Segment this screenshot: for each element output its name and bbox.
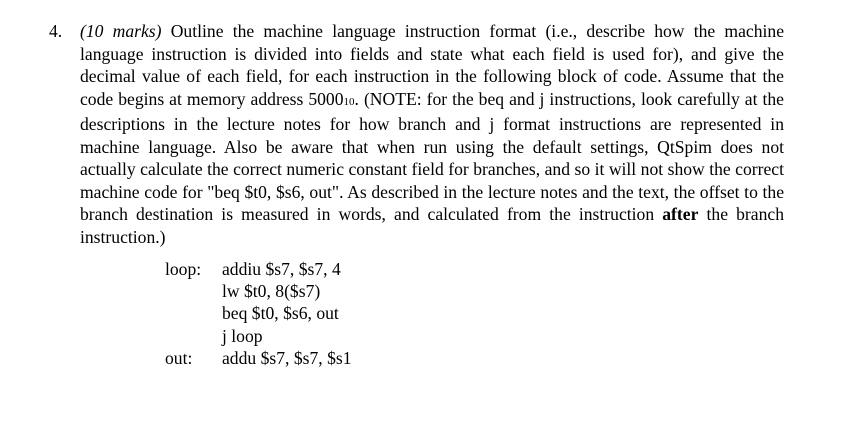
code-line	[165, 280, 352, 302]
code-label	[165, 280, 222, 302]
code-label	[165, 325, 222, 347]
code-label	[165, 302, 222, 324]
code-line	[165, 302, 352, 324]
question-text-part-2: . (NOTE: for the beq and j instructions, look carefully at the descriptions in the lecture notes for how branch and j format instructions are represented in machine language. Also be aware that when run using the default settings, QtSpim does not actually calculate the correct numeric constant field for branches, and so it will not show the correct machine code for "beq $t0, $s6, out". As described in the lecture notes and the text, the offset to the branch destination is measured in words, and calculated from the instruction	[80, 88, 784, 224]
question-text-part-3: the branch instruction.)	[80, 204, 784, 247]
question-text-part-1: Outline the machine language instruction format (i.e., describe how the machine language instruction is divided into fields and state what each field is used for), and give the decimal value of each field, for each instruction in the following block of code. Assume that the code begins at memory address 5000	[80, 21, 785, 109]
code-instruction: beq $t0, $s6, out	[222, 303, 339, 324]
code-label: out:	[165, 347, 193, 368]
code-instruction: addiu $s7, $s7, 4	[222, 259, 341, 279]
code-label: loop:	[165, 259, 202, 279]
code-instruction: addu $s7, $s7, $s1	[222, 347, 352, 368]
question-text-bold: after	[662, 204, 699, 224]
code-line	[165, 325, 352, 347]
question-text	[80, 20, 784, 248]
code-instruction: lw $t0, 8($s7)	[222, 281, 321, 302]
code-line	[165, 347, 352, 369]
code-line	[165, 258, 352, 280]
address-base-subscript: 10	[343, 95, 355, 108]
question-marks: (10 marks)	[80, 21, 162, 41]
code-block	[165, 258, 352, 369]
question-number: 4.	[49, 21, 63, 41]
code-instruction: j loop	[222, 325, 263, 346]
